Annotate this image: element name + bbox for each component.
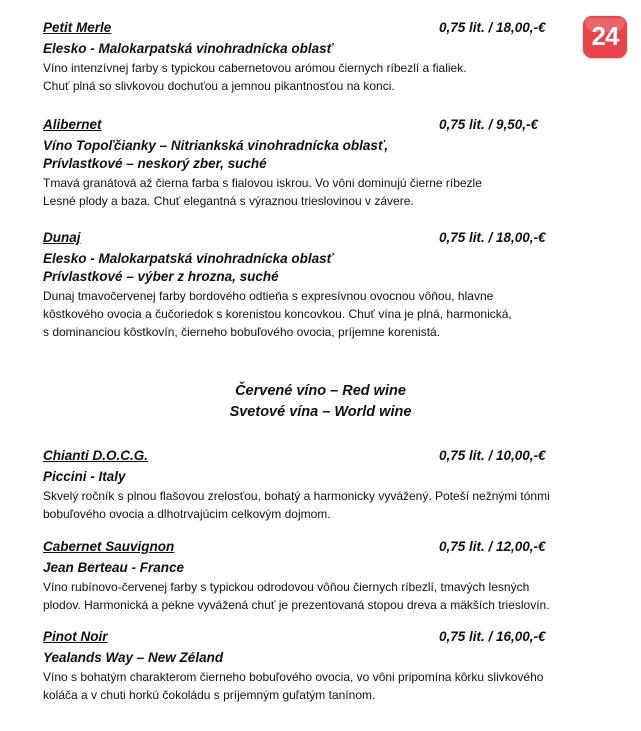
wine-name: Dunaj (43, 230, 81, 245)
wine-entry-chianti (43, 448, 603, 523)
description-line: Víno s bohatým charakterom čierneho bobuľového ovocia, vo vôni pripomína kôrku slivkového (43, 670, 544, 684)
wine-subtitle: Prívlastkové – výber z hrozna, suché (43, 269, 279, 284)
section-heading (0, 381, 641, 423)
description-line: Chuť plná so slivkovou dochuťou a jemnou pikantnosťou na konci. (43, 79, 395, 93)
wine-name: Cabernet Sauvignon (43, 539, 175, 554)
description-line: kôstkového ovocia a čučoriedok s korenistou koncovkou. Chuť vína je plná, harmonická, (43, 307, 512, 321)
wine-subtitle: Jean Berteau - France (43, 560, 185, 575)
wine-entry-pinot-noir (43, 629, 603, 704)
wine-description (43, 59, 603, 95)
wine-price: 0,75 lit. / 9,50,-€ (439, 117, 539, 132)
wine-entry-petit-merle (43, 20, 603, 95)
description-line: plodov. Harmonická a pekne vyvážená chuť je prezentovaná stopou dreva a mäkších trieslovín. (43, 598, 550, 612)
wine-subtitle: Elesko - Malokarpatská vinohradnícka oblasť (43, 41, 334, 56)
section-title-red-wine: Červené víno – Red wine (235, 383, 406, 399)
wine-subtitle: Piccini - Italy (43, 469, 126, 484)
wine-description (43, 578, 603, 614)
description-line: s dominanciou kôstkovín, čierneho bobuľového ovocia, príjemne korenistá. (43, 325, 441, 339)
wine-name: Chianti D.O.C.G. (43, 448, 149, 463)
section-title-world-wine: Svetové vína – World wine (229, 404, 412, 420)
wine-name: Pinot Noir (43, 629, 108, 644)
wine-name: Alibernet (43, 117, 102, 132)
wine-entry-dunaj (43, 230, 603, 341)
wine-price: 0,75 lit. / 18,00,-€ (439, 230, 546, 245)
logo-text: 24 (591, 21, 619, 51)
description-line: bobuľového ovocia a dlhotrvajúcim celkovým dojmom. (43, 507, 331, 521)
wine-price: 0,75 lit. / 18,00,-€ (439, 20, 546, 35)
wine-subtitle: Víno Topoľčianky – Nitriankská vinohradnícka oblasť, (43, 138, 389, 153)
wine-price: 0,75 lit. / 10,00,-€ (439, 448, 546, 463)
description-line: Dunaj tmavočervenej farby bordového odtieňa s expresívnou ovocnou vôňou, hlavne (43, 289, 494, 303)
wine-subtitle: Yealands Way – New Zéland (43, 650, 224, 665)
wine-description (43, 487, 603, 523)
description-line: Lesné plody a baza. Chuť elegantná s výraznou trieslovinou v závere. (43, 194, 414, 208)
wine-subtitle: Prívlastkové – neskorý zber, suché (43, 156, 267, 171)
description-line: koláča a v chuti horkú čokoládu s príjemným guľatým tanínom. (43, 688, 376, 702)
wine-price: 0,75 lit. / 16,00,-€ (439, 629, 546, 644)
wine-price: 0,75 lit. / 12,00,-€ (439, 539, 546, 554)
description-line: Víno rubínovo-červenej farby s typickou odrodovou vôňou čiernych ríbezlí, tmavých lesných (43, 580, 530, 594)
wine-subtitle: Elesko - Malokarpatská vinohradnícka oblasť (43, 251, 334, 266)
wine-description (43, 174, 603, 210)
description-line: Tmavá granátová až čierna farba s fialovou iskrou. Vo vôni dominujú čierne ríbezle (43, 176, 482, 190)
description-line: Víno intenzívnej farby s typickou cabernetovou arómou čiernych ríbezlí a fialiek. (43, 61, 467, 75)
description-line: Skvelý ročník s plnou flašovou zrelosťou, bohatý a harmonicky vyvážený. Poteší nežnými tónmi (43, 489, 550, 503)
wine-description (43, 668, 603, 704)
wine-entry-alibernet (43, 117, 603, 210)
wine-name: Petit Merle (43, 20, 112, 35)
wine-description (43, 287, 603, 341)
wine-entry-cabernet-sauvignon (43, 539, 603, 614)
